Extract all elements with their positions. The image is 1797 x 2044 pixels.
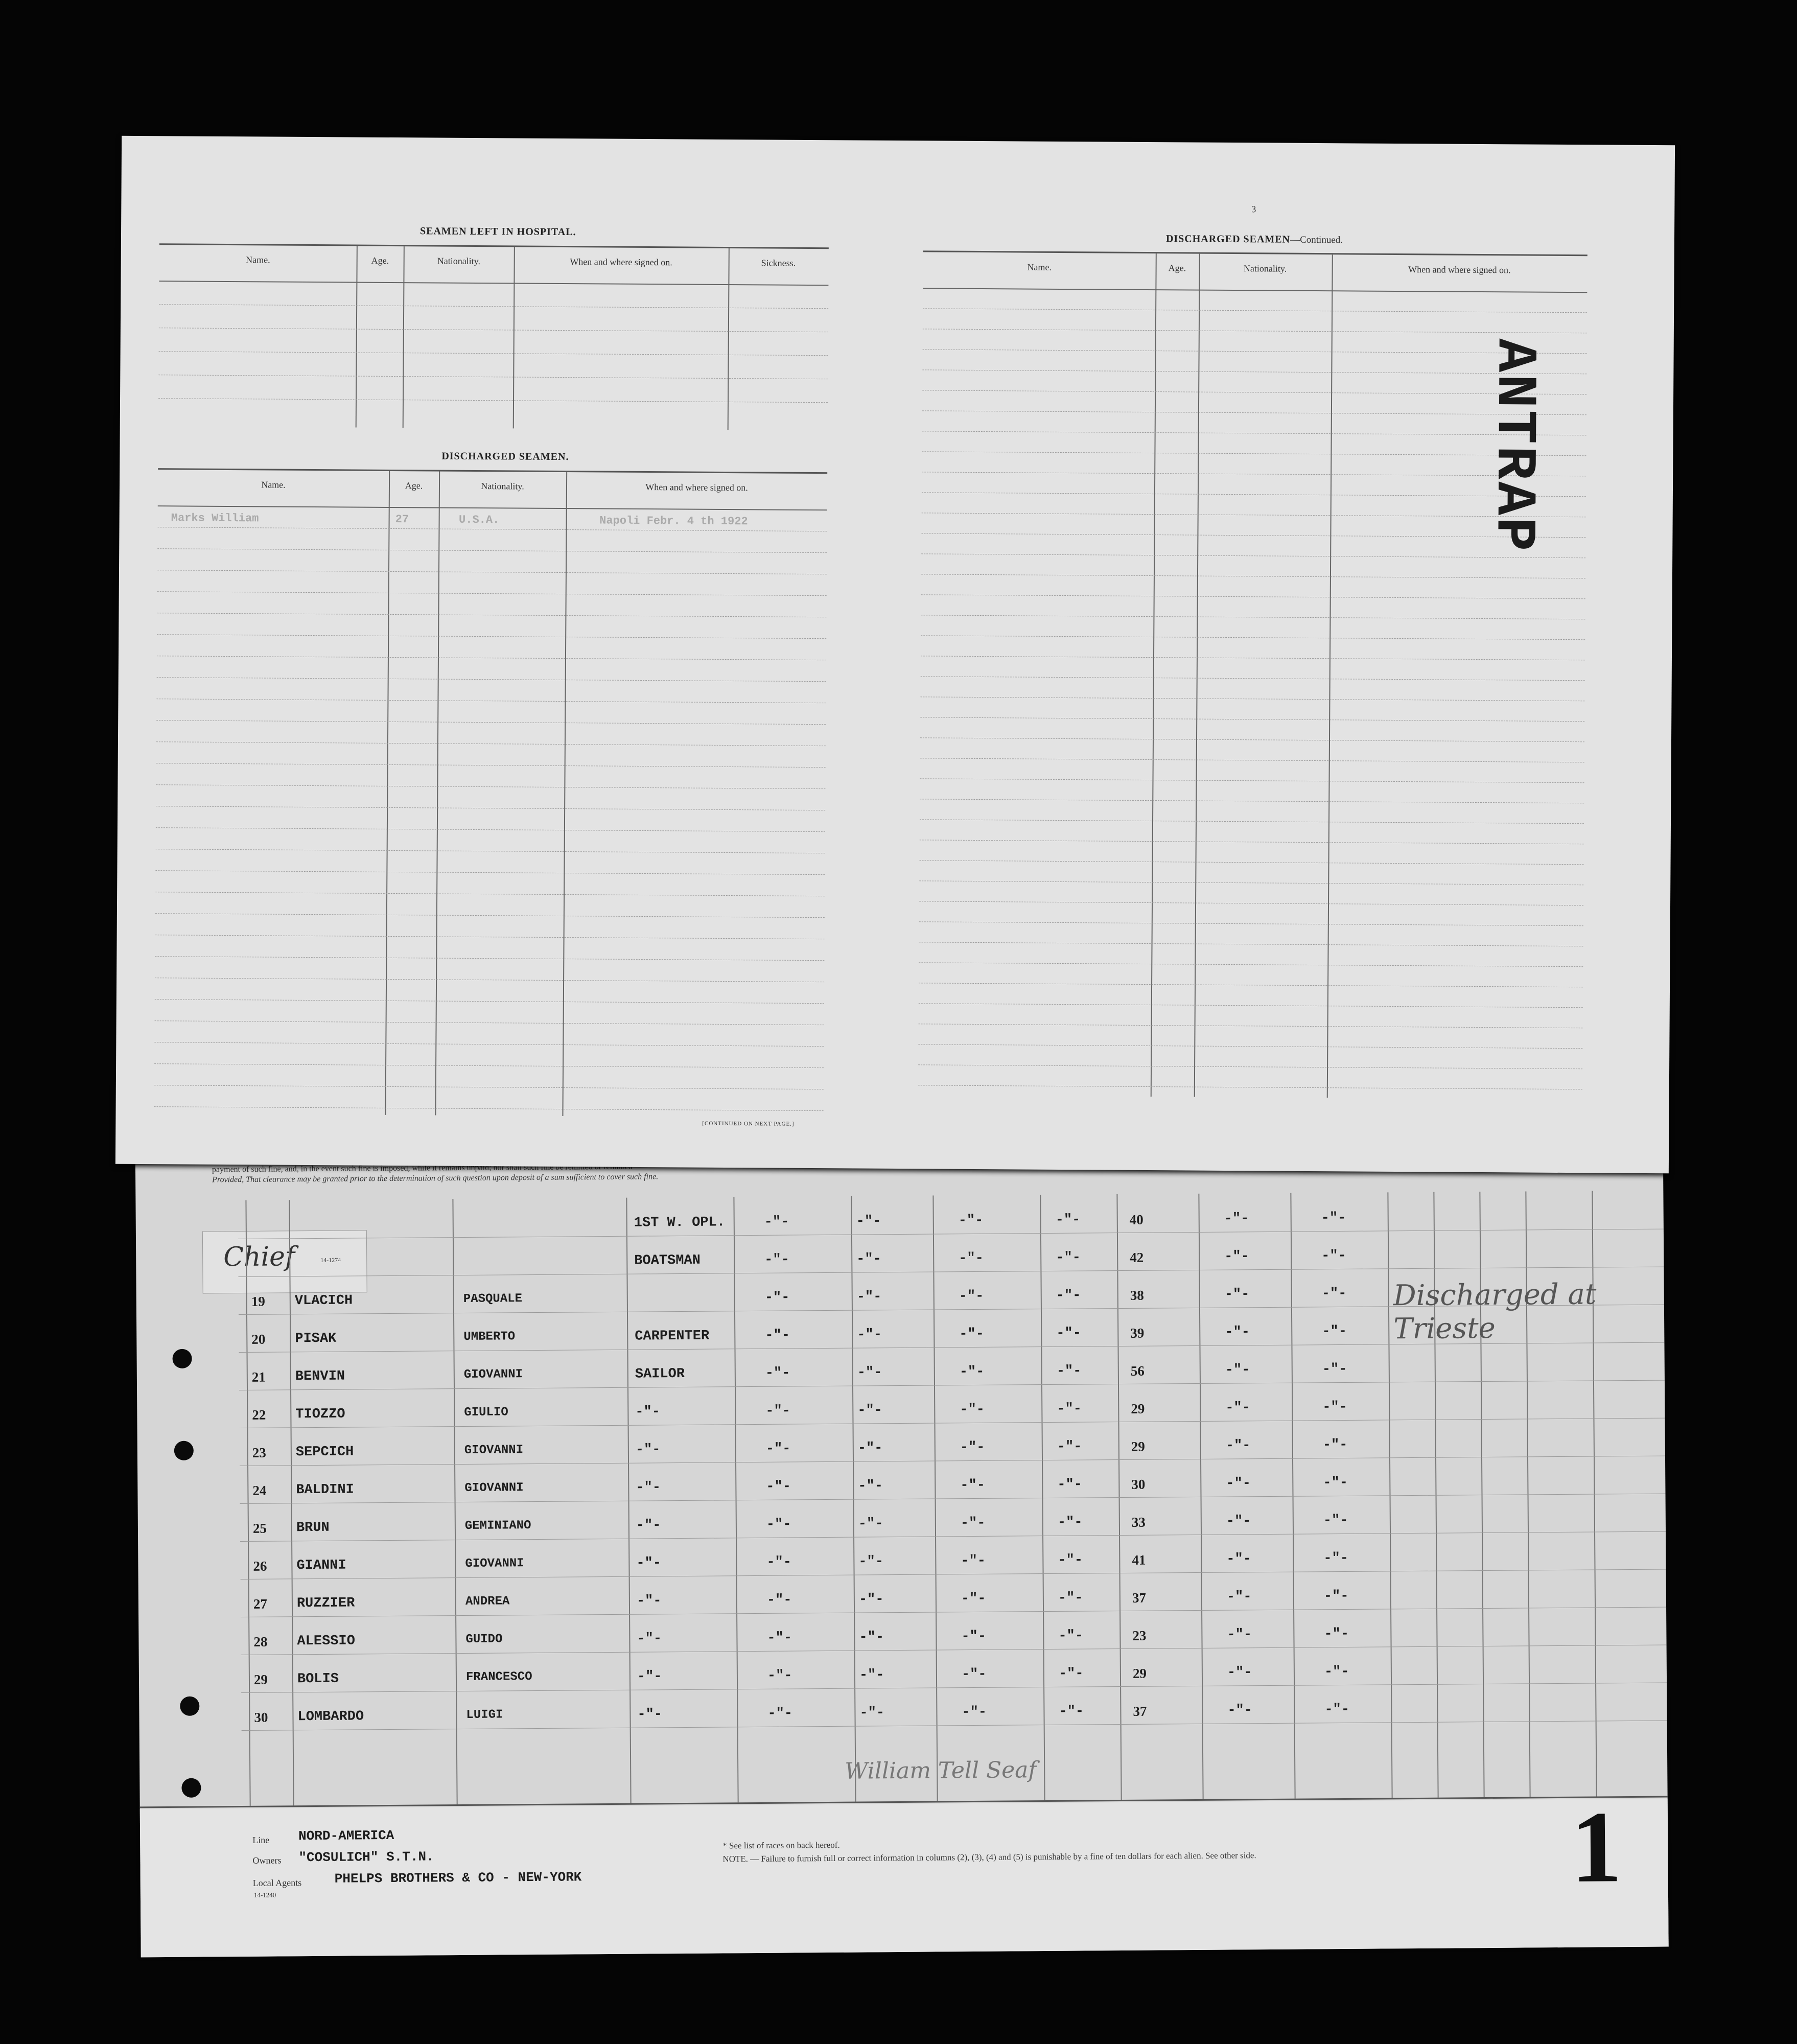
calling: BOATSMAN xyxy=(634,1252,701,1269)
column-header: When and where signed on. xyxy=(570,257,672,268)
surname: VLACICH xyxy=(294,1293,353,1309)
edge-stamp: ANTRAP xyxy=(1481,338,1546,553)
age: 41 xyxy=(1132,1552,1146,1568)
row-rule xyxy=(155,956,824,961)
ditto-mark: -"- xyxy=(857,1403,883,1419)
ditto-mark: -"- xyxy=(1225,1325,1250,1340)
surname: TIOZZO xyxy=(295,1406,345,1423)
ditto-mark: -"- xyxy=(1225,1400,1251,1416)
row-rule xyxy=(920,758,1584,762)
ditto-mark: -"- xyxy=(1057,1439,1082,1455)
column-header: Age. xyxy=(1168,263,1186,273)
ditto-mark: -"- xyxy=(961,1666,987,1683)
row-rule xyxy=(156,827,825,832)
row-rule xyxy=(156,806,825,810)
row-rule xyxy=(919,962,1583,967)
ditto-mark: -"- xyxy=(859,1667,884,1683)
row-rule xyxy=(919,1003,1583,1008)
ditto-mark: -"- xyxy=(1324,1664,1349,1680)
ditto-mark: -"- xyxy=(1057,1515,1083,1530)
owners-label: Owners xyxy=(252,1855,282,1866)
ditto-mark: -"- xyxy=(767,1630,792,1646)
ditto-mark: -"- xyxy=(1225,1362,1250,1378)
surname: ALESSIO xyxy=(297,1633,355,1650)
surname: PISAK xyxy=(295,1331,337,1347)
calling: CARPENTER xyxy=(635,1328,710,1344)
ditto-mark: -"- xyxy=(958,1213,984,1229)
ditto-mark: -"- xyxy=(764,1252,789,1268)
ditto-mark: -"- xyxy=(1056,1250,1081,1266)
row-rule xyxy=(155,913,825,918)
ditto-mark: -"- xyxy=(856,1214,881,1229)
bottom-signature: William Tell Seaf xyxy=(845,1757,1037,1784)
ditto-mark: -"- xyxy=(1227,1627,1252,1643)
page-number: 3 xyxy=(1251,204,1256,215)
age: 40 xyxy=(1129,1212,1143,1227)
ditto-mark: -"- xyxy=(765,1403,791,1419)
age: 38 xyxy=(1130,1287,1144,1303)
line-label: Line xyxy=(252,1834,270,1845)
row-rule xyxy=(921,574,1585,578)
ditto-mark: -"- xyxy=(858,1554,884,1570)
ditto-mark: -"- xyxy=(764,1290,790,1306)
penalty-text-line: payment of such fine, and, in the event such fine is imposed, while it remains unpaid; nor shall such fine be remitted or refunded xyxy=(212,1162,633,1174)
column-header: Name. xyxy=(261,479,286,490)
ditto-mark: -"- xyxy=(1224,1249,1249,1265)
row-rule xyxy=(920,819,1584,824)
column-header: Name. xyxy=(1027,262,1052,272)
row-number: 22 xyxy=(252,1407,266,1423)
row-rule xyxy=(920,860,1584,865)
penalty-note: NOTE. — Failure to furnish full or correct information in columns (2), (3), (4) and (5) is punishable by a fine of ten dollars for each alien. See other side. xyxy=(722,1850,1256,1864)
manifest-list-page xyxy=(135,1109,1668,1958)
row-rule xyxy=(239,1380,1665,1390)
ditto-mark: -"- xyxy=(856,1289,882,1305)
row-rule xyxy=(240,1456,1665,1466)
discharged-title: DISCHARGED SEAMEN. xyxy=(441,450,569,463)
ditto-mark: -"- xyxy=(959,1364,985,1380)
footer xyxy=(140,1791,1669,1958)
ditto-mark: -"- xyxy=(1321,1210,1346,1226)
row-rule xyxy=(923,329,1587,333)
row-rule xyxy=(919,921,1583,926)
ditto-mark: -"- xyxy=(1324,1702,1350,1718)
row-rule xyxy=(240,1418,1665,1428)
ditto-mark: -"- xyxy=(1227,1703,1253,1718)
faint-entry-nationality: U.S.A. xyxy=(459,513,500,527)
column-divider xyxy=(1194,254,1200,1097)
row-number: 28 xyxy=(253,1634,268,1650)
age: 37 xyxy=(1132,1590,1147,1606)
ditto-mark: -"- xyxy=(766,1517,791,1532)
ditto-mark: -"- xyxy=(858,1478,883,1494)
ditto-mark: -"- xyxy=(1323,1513,1348,1529)
ditto-mark: -"- xyxy=(766,1592,792,1608)
ditto-mark: -"- xyxy=(1322,1437,1348,1453)
row-rule xyxy=(156,784,825,789)
given-name: LUIGI xyxy=(466,1708,503,1722)
age: 23 xyxy=(1132,1628,1147,1643)
row-rule xyxy=(921,615,1585,619)
ditto-mark: -"- xyxy=(1322,1399,1348,1415)
given-name: ANDREA xyxy=(465,1594,510,1609)
given-name: FRANCESCO xyxy=(465,1670,532,1684)
continued-note: [CONTINUED ON NEXT PAGE.] xyxy=(702,1120,795,1127)
given-name: GIOVANNI xyxy=(463,1367,523,1382)
row-number: 21 xyxy=(251,1369,266,1385)
ditto-mark: -"- xyxy=(1058,1666,1084,1682)
ditto-mark: -"- xyxy=(1058,1590,1083,1606)
form-code: 14-1240 xyxy=(253,1891,276,1899)
ditto-mark: -"- xyxy=(959,1288,984,1305)
row-rule xyxy=(920,717,1584,722)
ditto-mark: -"- xyxy=(1227,1665,1252,1681)
ditto-mark: -"- xyxy=(1224,1287,1250,1303)
ditto-mark: -"- xyxy=(857,1365,882,1381)
ditto-mark: -"- xyxy=(1225,1438,1251,1454)
row-rule xyxy=(157,613,826,617)
row-rule xyxy=(242,1721,1667,1731)
chief-signature: Chief xyxy=(223,1241,295,1273)
ditto-mark: -"- xyxy=(959,1326,985,1342)
row-rule xyxy=(240,1531,1666,1542)
row-rule xyxy=(154,1042,824,1047)
row-rule xyxy=(921,656,1585,660)
ditto-mark: -"- xyxy=(766,1479,791,1495)
row-number: 25 xyxy=(252,1520,267,1536)
ditto-mark: -"- xyxy=(1323,1550,1349,1567)
row-number: 30 xyxy=(254,1709,268,1725)
line-value: NORD-AMERICA xyxy=(298,1827,394,1844)
ditto-mark: -"- xyxy=(1226,1551,1252,1567)
age: 30 xyxy=(1131,1476,1146,1492)
calling: -"- xyxy=(637,1669,662,1685)
ditto-mark: -"- xyxy=(858,1592,884,1608)
row-rule xyxy=(241,1607,1666,1617)
column-divider xyxy=(1151,253,1157,1097)
discharged-table xyxy=(154,468,827,1118)
agents-label: Local Agents xyxy=(252,1877,302,1888)
ditto-mark: -"- xyxy=(764,1214,789,1230)
faint-entry-name: Marks William xyxy=(171,512,259,525)
column-header: Age. xyxy=(371,255,389,266)
ditto-mark: -"- xyxy=(1226,1514,1251,1529)
ditto-mark: -"- xyxy=(1058,1628,1084,1644)
row-rule xyxy=(921,635,1585,640)
surname: BENVIN xyxy=(295,1368,345,1385)
row-number: 29 xyxy=(253,1671,268,1687)
ditto-mark: -"- xyxy=(1322,1361,1347,1378)
owners-value: "COSULICH" S.T.N. xyxy=(298,1849,434,1866)
ditto-mark: -"- xyxy=(1226,1476,1251,1492)
age: 29 xyxy=(1131,1438,1145,1454)
calling: 1ST W. OPL. xyxy=(634,1215,726,1231)
calling: -"- xyxy=(636,1593,662,1609)
row-rule xyxy=(155,1020,824,1025)
discharged-annotation: Discharged at Trieste xyxy=(1393,1278,1597,1346)
ditto-mark: -"- xyxy=(1057,1477,1083,1493)
surname: LOMBARDO xyxy=(297,1709,364,1725)
agents-value: PHELPS BROTHERS & CO - NEW-YORK xyxy=(334,1869,582,1887)
row-number: 27 xyxy=(253,1596,268,1612)
calling: -"- xyxy=(635,1404,661,1420)
calling: -"- xyxy=(637,1707,663,1723)
row-rule xyxy=(919,983,1583,987)
page-marker: 1 xyxy=(1570,1791,1623,1904)
column-header: Age. xyxy=(405,480,423,491)
row-rule xyxy=(923,308,1587,313)
row-rule xyxy=(155,978,824,982)
row-rule xyxy=(920,778,1584,783)
row-rule xyxy=(157,677,826,682)
ditto-mark: -"- xyxy=(1056,1288,1081,1304)
form-number: 14-1274 xyxy=(320,1256,341,1264)
row-rule xyxy=(920,696,1584,701)
row-rule xyxy=(155,935,825,939)
age: 33 xyxy=(1131,1514,1146,1530)
given-name: GIULIO xyxy=(464,1405,508,1420)
ditto-mark: -"- xyxy=(960,1477,986,1494)
row-rule xyxy=(154,1106,824,1111)
surname: BRUN xyxy=(296,1520,330,1536)
row-rule xyxy=(157,548,827,553)
ditto-mark: -"- xyxy=(1321,1286,1347,1302)
given-name: GIOVANNI xyxy=(464,1443,524,1457)
ditto-mark: -"- xyxy=(1224,1211,1249,1227)
row-rule xyxy=(238,1267,1664,1277)
ditto-mark: -"- xyxy=(960,1439,985,1456)
surname: BALDINI xyxy=(296,1482,354,1498)
row-rule xyxy=(154,1063,824,1068)
column-divider xyxy=(1326,254,1333,1098)
races-note: * See list of races on back hereof. xyxy=(722,1840,840,1851)
row-rule xyxy=(157,570,827,574)
row-rule xyxy=(240,1494,1666,1504)
ditto-mark: -"- xyxy=(766,1554,792,1570)
penalty-text-line: Provided, That clearance may be granted prior to the determination of such question upon deposit of a sum sufficient to cover such fine. xyxy=(212,1172,659,1184)
row-rule xyxy=(919,901,1583,905)
age: 39 xyxy=(1130,1325,1145,1341)
ditto-mark: -"- xyxy=(765,1365,790,1381)
row-number: 20 xyxy=(251,1331,266,1347)
column-divider xyxy=(385,471,390,1115)
calling: -"- xyxy=(635,1442,661,1458)
row-rule xyxy=(155,999,824,1004)
row-rule xyxy=(241,1645,1667,1655)
row-rule xyxy=(157,591,827,596)
ditto-mark: -"- xyxy=(1058,1552,1083,1568)
ditto-mark: -"- xyxy=(960,1402,985,1418)
row-rule xyxy=(156,763,826,768)
column-header: Nationality. xyxy=(1243,263,1287,274)
given-name: GIOVANNI xyxy=(464,1481,524,1495)
age: 37 xyxy=(1133,1703,1147,1719)
ditto-mark: -"- xyxy=(1323,1588,1349,1605)
ditto-mark: -"- xyxy=(859,1630,884,1645)
ditto-mark: -"- xyxy=(859,1705,885,1721)
column-divider xyxy=(563,472,568,1116)
ditto-mark: -"- xyxy=(858,1516,883,1532)
row-rule xyxy=(238,1229,1664,1239)
ditto-mark: -"- xyxy=(1321,1248,1346,1264)
row-number: 24 xyxy=(252,1482,267,1498)
ditto-mark: -"- xyxy=(961,1553,986,1569)
surname: SEPCICH xyxy=(295,1444,354,1460)
ditto-mark: -"- xyxy=(1323,1475,1348,1491)
calling: -"- xyxy=(636,1480,661,1496)
hospital-title: SEAMEN LEFT IN HOSPITAL. xyxy=(419,225,576,238)
ditto-mark: -"- xyxy=(1322,1323,1347,1340)
row-rule xyxy=(156,849,825,853)
ditto-mark: -"- xyxy=(962,1704,987,1721)
age: 29 xyxy=(1131,1401,1145,1416)
ditto-mark: -"- xyxy=(961,1591,986,1607)
ditto-mark: -"- xyxy=(1059,1704,1084,1720)
faint-entry-signed_on: Napoli Febr. 4 th 1922 xyxy=(599,514,748,528)
ditto-mark: -"- xyxy=(1056,1326,1081,1341)
given-name: UMBERTO xyxy=(463,1330,516,1344)
age: 56 xyxy=(1130,1363,1145,1379)
column-header: Name. xyxy=(246,254,270,265)
age: 42 xyxy=(1130,1249,1144,1265)
row-rule xyxy=(154,1085,824,1089)
surname: RUZZIER xyxy=(296,1595,355,1612)
ditto-mark: -"- xyxy=(960,1515,986,1531)
age: 29 xyxy=(1132,1665,1147,1681)
discharged-continued-title-text: DISCHARGED SEAMEN xyxy=(1165,233,1291,245)
row-rule xyxy=(155,870,825,875)
surname: BOLIS xyxy=(297,1671,339,1687)
given-name: GUIDO xyxy=(465,1632,503,1646)
row-rule xyxy=(156,699,826,703)
row-rule xyxy=(156,720,826,725)
seamen-page-3 xyxy=(115,136,1675,1174)
row-rule xyxy=(919,942,1583,946)
ditto-mark: -"- xyxy=(857,1441,883,1456)
column-header: When and where signed on. xyxy=(645,482,748,493)
ditto-mark: -"- xyxy=(1056,1363,1082,1379)
row-rule xyxy=(921,594,1585,599)
column-header: Nationality. xyxy=(481,481,524,492)
row-number: 23 xyxy=(252,1445,266,1460)
discharged-continued-suffix: —Continued. xyxy=(1290,234,1343,246)
ditto-mark: -"- xyxy=(765,1328,790,1343)
calling: -"- xyxy=(636,1555,662,1571)
given-name: GEMINIANO xyxy=(464,1519,531,1533)
row-rule xyxy=(241,1569,1666,1580)
ditto-mark: -"- xyxy=(767,1706,793,1722)
row-rule xyxy=(921,553,1585,558)
row-rule xyxy=(241,1683,1667,1693)
row-rule xyxy=(919,880,1583,885)
surname: GIANNI xyxy=(296,1558,346,1574)
calling: SAILOR xyxy=(635,1366,685,1382)
column-divider xyxy=(435,472,440,1116)
discharged-continued-title xyxy=(1166,233,1343,246)
ditto-mark: -"- xyxy=(767,1668,792,1684)
ditto-mark: -"- xyxy=(1055,1212,1081,1228)
hospital-table xyxy=(158,243,829,430)
ditto-mark: -"- xyxy=(857,1327,882,1343)
column-header: When and where signed on. xyxy=(1408,264,1511,275)
row-rule xyxy=(918,1085,1582,1089)
faint-entry-age: 27 xyxy=(395,513,409,526)
ditto-mark: -"- xyxy=(961,1629,987,1645)
row-rule xyxy=(920,840,1584,844)
ditto-mark: -"- xyxy=(765,1441,791,1457)
row-rule xyxy=(156,741,826,746)
column-header: Nationality. xyxy=(437,256,481,267)
ditto-mark: -"- xyxy=(1324,1626,1349,1642)
ditto-mark: -"- xyxy=(959,1250,984,1267)
row-number: 26 xyxy=(253,1558,267,1574)
ditto-mark: -"- xyxy=(856,1251,881,1267)
row-rule xyxy=(157,634,826,639)
calling: -"- xyxy=(636,1518,661,1534)
row-rule xyxy=(921,676,1585,681)
given-name: PASQUALE xyxy=(463,1292,523,1306)
row-rule xyxy=(155,892,825,896)
row-rule xyxy=(920,737,1584,742)
given-name: GIOVANNI xyxy=(465,1557,524,1571)
row-rule xyxy=(918,1064,1582,1069)
row-rule xyxy=(920,799,1584,803)
row-rule xyxy=(157,656,826,660)
row-rule xyxy=(918,1044,1582,1049)
row-number: 19 xyxy=(251,1293,265,1309)
row-rule xyxy=(919,1024,1583,1028)
ditto-mark: -"- xyxy=(1226,1589,1252,1605)
column-header: Sickness. xyxy=(761,258,796,268)
ditto-mark: -"- xyxy=(1057,1401,1082,1417)
calling: -"- xyxy=(637,1631,662,1647)
